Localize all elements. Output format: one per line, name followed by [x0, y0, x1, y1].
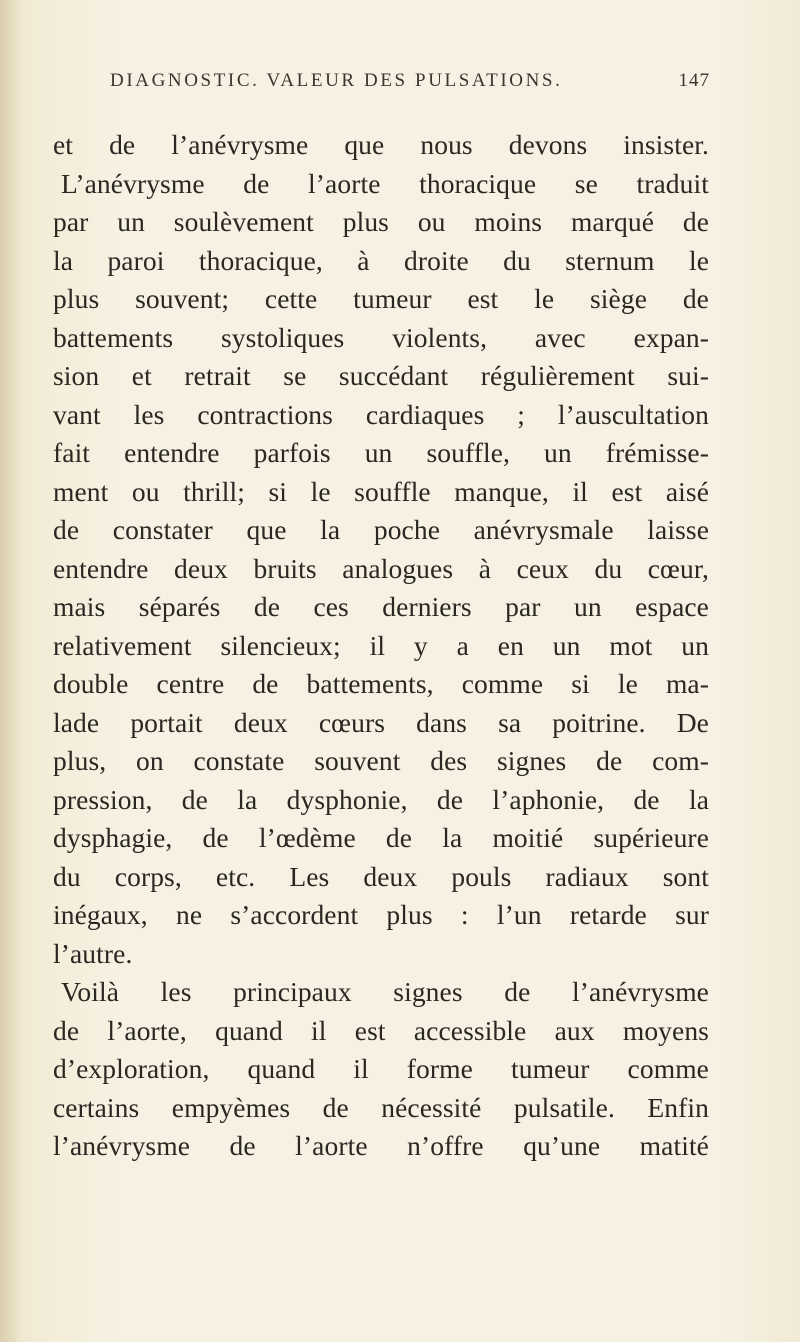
text-line: du corps, etc. Les deux pouls radiaux sont — [53, 860, 709, 892]
running-head — [110, 70, 710, 100]
text-line: entendre deux bruits analogues à ceux du cœur, — [53, 552, 709, 584]
text-line: l’autre. — [53, 937, 133, 969]
text-line: relativement silencieux; il y a en un mot un — [53, 629, 709, 661]
text-line: et de l’anévrysme que nous devons insister. — [53, 129, 709, 160]
text-line: Voilà les principaux signes de l’anévrysme — [61, 976, 709, 1007]
text-line: sion et retrait se succédant régulièrement sui- — [53, 360, 709, 391]
text-line: L’anévrysme de l’aorte thoracique se traduit — [61, 167, 709, 199]
text-line: de l’aorte, quand il est accessible aux moyens — [53, 1014, 709, 1046]
text-line: lade portait deux cœurs dans sa poitrine. De — [53, 706, 709, 738]
text-line: plus, on constate souvent des signes de com- — [53, 745, 709, 776]
body-text — [53, 126, 709, 1166]
text-line: plus souvent; cette tumeur est le siège de — [53, 283, 709, 314]
text-line: certains empyèmes de nécessité pulsatile. Enfin — [53, 1091, 709, 1123]
text-line: de constater que la poche anévrysmale laisse — [53, 514, 709, 545]
text-line: ment ou thrill; si le souffle manque, il est aisé — [53, 475, 709, 507]
text-line: inégaux, ne s’accordent plus : l’un retarde sur — [53, 899, 709, 930]
text-line: fait entendre parfois un souffle, un frémisse- — [53, 437, 709, 468]
text-line: d’exploration, quand il forme tumeur comme — [53, 1053, 709, 1084]
running-head-title: DIAGNOSTIC. VALEUR DES PULSATIONS. — [110, 70, 563, 91]
text-line: l’anévrysme de l’aorte n’offre qu’une matité — [53, 1130, 709, 1161]
text-line: vant les contractions cardiaques ; l’auscultation — [53, 398, 709, 430]
page-number: 147 — [678, 70, 710, 91]
text-line: battements systoliques violents, avec expan- — [53, 321, 709, 353]
text-line: la paroi thoracique, à droite du sternum le — [53, 244, 709, 276]
text-line: mais séparés de ces derniers par un espace — [53, 591, 709, 622]
text-line: pression, de la dysphonie, de l’aphonie, de la — [53, 783, 709, 815]
page-gutter-shadow — [0, 0, 22, 1342]
text-line: double centre de battements, comme si le ma- — [53, 668, 709, 699]
text-line: dysphagie, de l’œdème de la moitié supérieure — [53, 822, 709, 853]
text-line: par un soulèvement plus ou moins marqué de — [53, 206, 709, 237]
